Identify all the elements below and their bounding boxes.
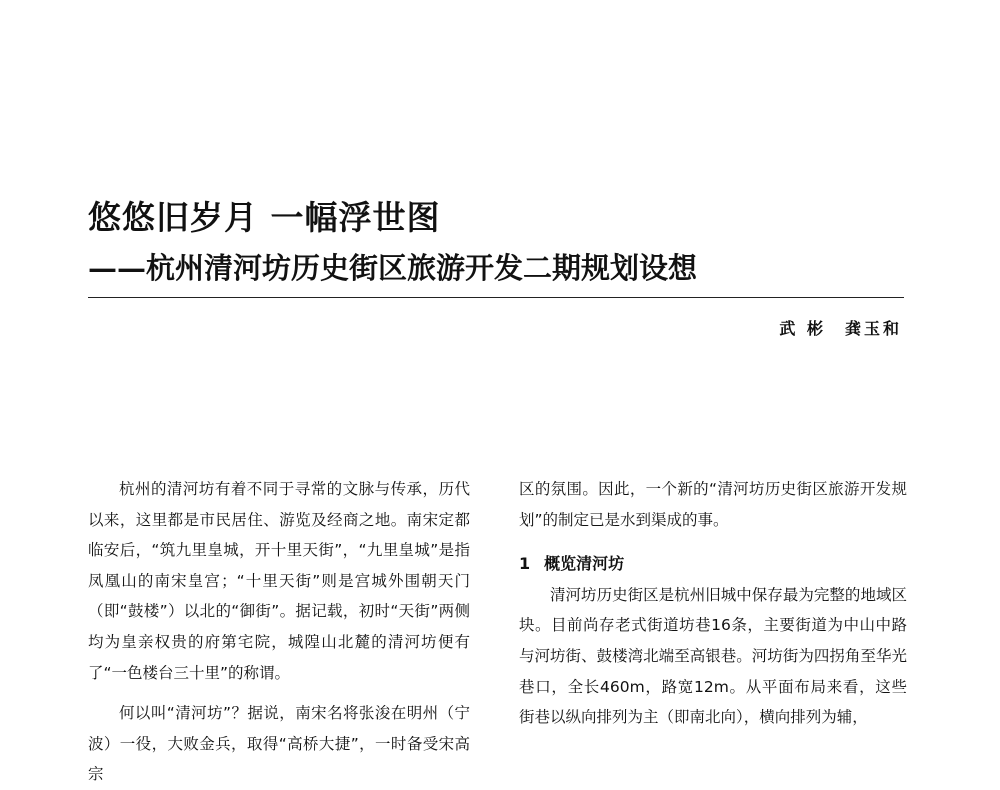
body-paragraph: 杭州的清河坊有着不同于寻常的文脉与传承，历代以来，这里都是市民居住、游览及经商之地。南宋定都临安后，“筑九里皇城，开十里天街”，“九里皇城”是指凤凰山的南宋皇宫；“十里天街”则是宫城外围朝天门（即“鼓楼”）以北的“御街”。据记载，初时“天街”两侧均为皇亲权贵的府第宅院，城隍山北麓的清河坊便有了“一色楼台三十里”的称谓。 <box>88 480 470 682</box>
body-paragraph: 何以叫“清河坊”？据说，南宋名将张浚在明州（宁波）一役，大败金兵，取得“高桥大捷”，一时备受宋高宗 <box>88 704 470 784</box>
body-column-right <box>519 474 907 733</box>
article-title: 悠悠旧岁月 一幅浮世图 <box>88 198 441 237</box>
section-heading <box>519 549 907 580</box>
body-column-left <box>88 474 470 790</box>
article-subtitle: ——杭州清河坊历史街区旅游开发二期规划设想 <box>88 251 698 285</box>
body-paragraph: 清河坊历史街区是杭州旧城中保存最为完整的地域区块。目前尚存老式街道坊巷16条，主要街道为中山中路与河坊街、鼓楼湾北端至高银巷。河坊街为四拐角至华光巷口，全长460m，路宽12m。从平面布局来看，这些街巷以纵向排列为主（即南北向），横向排列为辅， <box>519 585 907 727</box>
article-authors: 武 彬 龚玉和 <box>779 319 902 338</box>
title-divider <box>88 297 904 298</box>
section-number: 1 <box>519 554 531 574</box>
body-paragraph: 区的氛围。因此，一个新的“清河坊历史街区旅游开发规划”的制定已是水到渠成的事。 <box>519 480 907 529</box>
section-title: 概览清河坊 <box>544 554 625 574</box>
